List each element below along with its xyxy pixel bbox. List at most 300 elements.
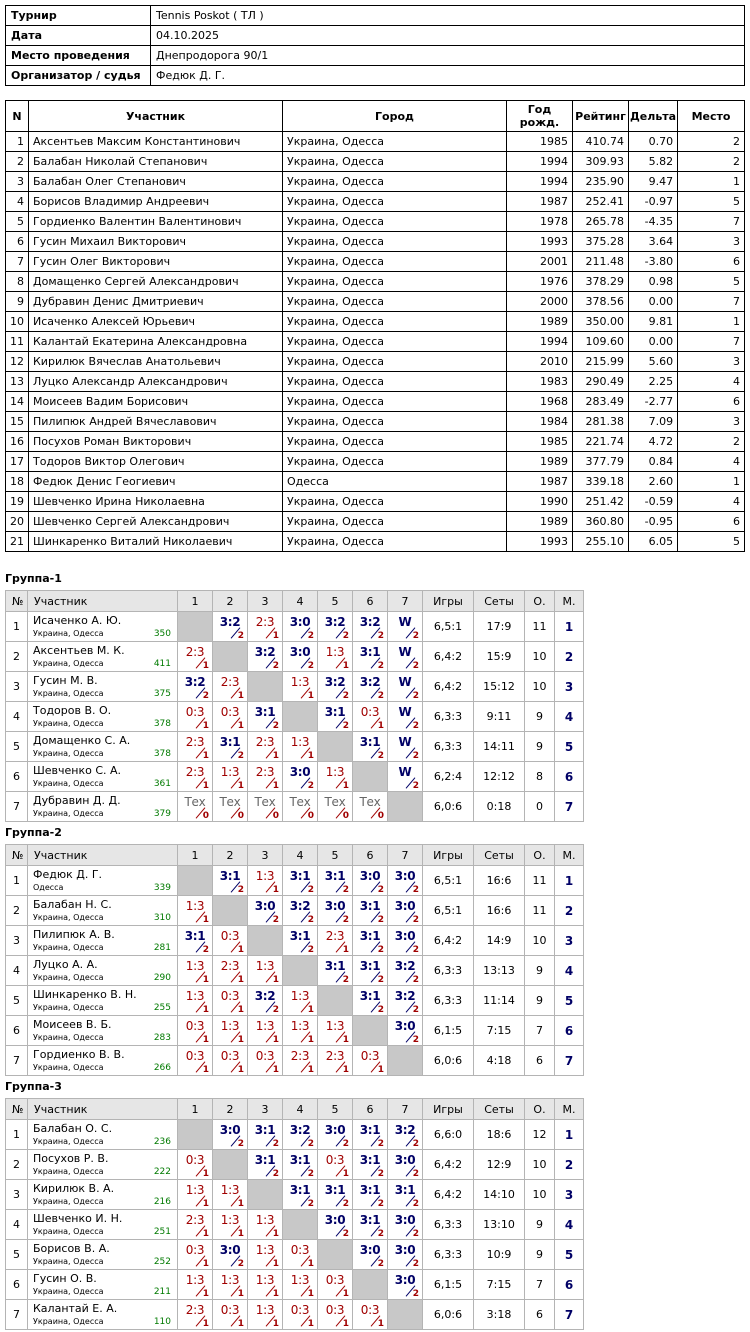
- match-score: 0:3: [290, 1303, 310, 1317]
- group-player-row: [6, 1046, 584, 1076]
- match-score: 1:3: [255, 1213, 275, 1227]
- group-player-city: Украина, Одесса: [33, 1167, 104, 1176]
- group-player-cell: [28, 1120, 178, 1150]
- group-header-cell: 4: [283, 845, 318, 866]
- match-result-cell: [318, 1300, 353, 1330]
- group-points: 7: [525, 1270, 555, 1300]
- participant-delta: 9.47: [629, 172, 678, 192]
- match-points: 2: [377, 1199, 384, 1209]
- self-cell: [213, 1150, 248, 1180]
- match-score: 3:1: [324, 959, 346, 973]
- match-points: 2: [272, 1169, 279, 1179]
- match-result-cell: [283, 612, 318, 642]
- group-player-rating: 283: [153, 1033, 171, 1043]
- group-player-row: [6, 672, 584, 702]
- match-score: 1:3: [255, 1273, 275, 1287]
- participant-row: [6, 452, 745, 472]
- match-result-cell: [178, 1210, 213, 1240]
- participant-row: [6, 512, 745, 532]
- group-sets: 18:6: [474, 1120, 525, 1150]
- group-header-cell: 1: [178, 591, 213, 612]
- match-score: 0:3: [360, 1303, 380, 1317]
- match-result-cell: [318, 672, 353, 702]
- group-sets: 15:9: [474, 642, 525, 672]
- match-points: 2: [342, 631, 349, 641]
- group-player-row: [6, 792, 584, 822]
- participant-place: 3: [678, 352, 745, 372]
- group-player-row: [6, 1210, 584, 1240]
- participant-city: Украина, Одесса: [283, 272, 507, 292]
- group-player-number: 5: [6, 986, 28, 1016]
- group-player-name: Шинкаренко В. Н.: [33, 988, 137, 1001]
- group-points: 6: [525, 1046, 555, 1076]
- participant-place: 4: [678, 372, 745, 392]
- match-points: 2: [412, 1229, 419, 1239]
- match-score: 0:3: [255, 1049, 275, 1063]
- participant-city: Украина, Одесса: [283, 132, 507, 152]
- group-player-city: Украина, Одесса: [33, 1063, 104, 1072]
- match-points: 2: [412, 1139, 419, 1149]
- group-place: 7: [555, 792, 584, 822]
- participant-city: Украина, Одесса: [283, 372, 507, 392]
- match-points: 2: [412, 781, 419, 791]
- match-result-cell: [283, 792, 318, 822]
- group-points: 11: [525, 866, 555, 896]
- participant-delta: 3.64: [629, 232, 678, 252]
- group-sets: 7:15: [474, 1016, 525, 1046]
- participant-rating: 377.79: [573, 452, 629, 472]
- header-delta: Дельта: [629, 101, 678, 132]
- group-player-city: Одесса: [33, 883, 64, 892]
- match-result-cell: [318, 926, 353, 956]
- self-cell: [178, 612, 213, 642]
- group-games: 6,5:1: [423, 866, 474, 896]
- participant-city: Украина, Одесса: [283, 332, 507, 352]
- match-result-cell: [213, 1210, 248, 1240]
- group-player-city: Украина, Одесса: [33, 719, 104, 728]
- self-cell: [178, 1120, 213, 1150]
- match-score: 0:3: [220, 989, 240, 1003]
- participant-city: Украина, Одесса: [283, 212, 507, 232]
- participant-delta: 5.82: [629, 152, 678, 172]
- match-result-cell: [283, 926, 318, 956]
- group-player-cell: [28, 986, 178, 1016]
- group-player-city: Украина, Одесса: [33, 1003, 104, 1012]
- participant-birth-year: 2001: [507, 252, 573, 272]
- match-result-cell: [353, 612, 388, 642]
- match-result-cell: [318, 866, 353, 896]
- participant-birth-year: 1987: [507, 472, 573, 492]
- group-player-rating: 252: [153, 1257, 171, 1267]
- match-score: 3:1: [289, 1183, 311, 1197]
- match-score: 3:0: [289, 615, 311, 629]
- match-result-cell: [353, 986, 388, 1016]
- group-header-cell: 5: [318, 845, 353, 866]
- match-score: 0:3: [290, 1243, 310, 1257]
- group-player-name: Шевченко И. Н.: [33, 1212, 123, 1225]
- match-score: W: [398, 615, 412, 629]
- match-points: 2: [412, 1199, 419, 1209]
- group-player-rating: 211: [153, 1287, 171, 1297]
- participant-number: 8: [6, 272, 29, 292]
- participant-number: 20: [6, 512, 29, 532]
- match-score: Тех: [359, 795, 381, 809]
- participant-rating: 283.49: [573, 392, 629, 412]
- participant-city: Украина, Одесса: [283, 252, 507, 272]
- self-cell: [248, 1180, 283, 1210]
- group-place: 1: [555, 1120, 584, 1150]
- group-table: [5, 590, 584, 822]
- match-score: 3:0: [324, 899, 346, 913]
- participant-place: 7: [678, 292, 745, 312]
- match-result-cell: [248, 792, 283, 822]
- group-points: 9: [525, 1240, 555, 1270]
- participant-birth-year: 1968: [507, 392, 573, 412]
- match-result-cell: [318, 1180, 353, 1210]
- group-player-city: Украина, Одесса: [33, 1197, 104, 1206]
- match-score: 3:2: [324, 615, 346, 629]
- match-points: 2: [237, 1259, 244, 1269]
- match-score: 1:3: [220, 1213, 240, 1227]
- group-player-name: Балабан Н. С.: [33, 898, 112, 911]
- participant-delta: -0.59: [629, 492, 678, 512]
- group-sets: 9:11: [474, 702, 525, 732]
- match-score: 1:3: [185, 1183, 205, 1197]
- match-points: 2: [272, 661, 279, 671]
- participant-name: Дубравин Денис Дмитриевич: [29, 292, 283, 312]
- group-sets: 7:15: [474, 1270, 525, 1300]
- participant-delta: -0.95: [629, 512, 678, 532]
- group-place: 7: [555, 1046, 584, 1076]
- group-player-number: 2: [6, 896, 28, 926]
- match-score: 3:2: [254, 989, 276, 1003]
- group-player-name: Борисов В. А.: [33, 1242, 110, 1255]
- match-points: 2: [237, 1139, 244, 1149]
- group-games: 6,3:3: [423, 1240, 474, 1270]
- match-result-cell: [318, 642, 353, 672]
- match-points: 1: [202, 721, 209, 731]
- participant-birth-year: 1994: [507, 172, 573, 192]
- group-points: 11: [525, 612, 555, 642]
- match-score: 1:3: [255, 1243, 275, 1257]
- match-result-cell: [178, 702, 213, 732]
- match-score: 1:3: [185, 959, 205, 973]
- match-points: 1: [272, 751, 279, 761]
- match-result-cell: [178, 672, 213, 702]
- self-cell: [248, 926, 283, 956]
- participant-name: Балабан Олег Степанович: [29, 172, 283, 192]
- match-points: 1: [307, 1005, 314, 1015]
- match-score: 3:0: [324, 1213, 346, 1227]
- match-result-cell: [283, 672, 318, 702]
- info-row: [6, 66, 745, 86]
- group-header-cell: М.: [555, 1099, 584, 1120]
- match-result-cell: [213, 1300, 248, 1330]
- group-points: 9: [525, 732, 555, 762]
- match-points: 2: [272, 1139, 279, 1149]
- group-player-row: [6, 732, 584, 762]
- match-result-cell: [318, 612, 353, 642]
- match-result-cell: [213, 612, 248, 642]
- match-points: 1: [272, 1229, 279, 1239]
- group-games: 6,4:2: [423, 672, 474, 702]
- match-points: 2: [307, 631, 314, 641]
- match-points: 1: [202, 751, 209, 761]
- match-score: 3:1: [324, 1183, 346, 1197]
- participant-rating: 290.49: [573, 372, 629, 392]
- participant-place: 1: [678, 312, 745, 332]
- participant-place: 7: [678, 332, 745, 352]
- participant-delta: 2.60: [629, 472, 678, 492]
- group-header-cell: 1: [178, 1099, 213, 1120]
- group-games: 6,5:1: [423, 612, 474, 642]
- match-score: 2:3: [325, 929, 345, 943]
- group-player-cell: [28, 956, 178, 986]
- match-result-cell: [318, 1046, 353, 1076]
- group-player-cell: [28, 1016, 178, 1046]
- participant-rating: 339.18: [573, 472, 629, 492]
- group-player-row: [6, 866, 584, 896]
- match-points: 2: [307, 781, 314, 791]
- match-points: 1: [237, 1005, 244, 1015]
- group-games: 6,3:3: [423, 1210, 474, 1240]
- match-score: 1:3: [325, 765, 345, 779]
- group-player-row: [6, 956, 584, 986]
- match-points: 2: [307, 885, 314, 895]
- participant-row: [6, 392, 745, 412]
- group-player-name: Гусин М. В.: [33, 674, 98, 687]
- participant-city: Украина, Одесса: [283, 432, 507, 452]
- participant-name: Шевченко Ирина Николаевна: [29, 492, 283, 512]
- match-points: 2: [412, 661, 419, 671]
- group-points: 11: [525, 896, 555, 926]
- match-points: 1: [272, 1035, 279, 1045]
- match-points: 2: [377, 945, 384, 955]
- group-games: 6,0:6: [423, 1300, 474, 1330]
- self-cell: [283, 956, 318, 986]
- match-score: 3:1: [254, 705, 276, 719]
- match-score: 3:1: [184, 929, 206, 943]
- match-score: 3:1: [359, 899, 381, 913]
- match-score: 3:0: [394, 1273, 416, 1287]
- group-player-row: [6, 1300, 584, 1330]
- participant-place: 5: [678, 272, 745, 292]
- group-header-cell: Участник: [28, 1099, 178, 1120]
- participant-rating: 215.99: [573, 352, 629, 372]
- match-result-cell: [283, 762, 318, 792]
- match-score: 0:3: [185, 1243, 205, 1257]
- participant-name: Тодоров Виктор Олегович: [29, 452, 283, 472]
- match-result-cell: [248, 896, 283, 926]
- group-sets: 14:11: [474, 732, 525, 762]
- group-header-cell: Сеты: [474, 845, 525, 866]
- group-player-cell: [28, 1046, 178, 1076]
- match-score: 1:3: [185, 989, 205, 1003]
- match-score: 3:1: [359, 735, 381, 749]
- participant-delta: -4.35: [629, 212, 678, 232]
- group-sets: 12:12: [474, 762, 525, 792]
- participant-place: 3: [678, 232, 745, 252]
- participant-row: [6, 412, 745, 432]
- participant-delta: 9.81: [629, 312, 678, 332]
- group-player-rating: 378: [153, 749, 171, 759]
- group-points: 10: [525, 926, 555, 956]
- match-score: 3:1: [359, 1123, 381, 1137]
- participant-number: 21: [6, 532, 29, 552]
- match-points: 1: [202, 1319, 209, 1329]
- participant-row: [6, 492, 745, 512]
- match-result-cell: [353, 1210, 388, 1240]
- group-header-cell: О.: [525, 591, 555, 612]
- match-result-cell: [248, 1210, 283, 1240]
- group-place: 5: [555, 986, 584, 1016]
- match-result-cell: [318, 792, 353, 822]
- group-games: 6,0:6: [423, 1046, 474, 1076]
- match-result-cell: [213, 866, 248, 896]
- participant-number: 19: [6, 492, 29, 512]
- match-result-cell: [388, 896, 423, 926]
- match-points: 2: [412, 751, 419, 761]
- match-points: 0: [377, 811, 384, 821]
- group-player-row: [6, 612, 584, 642]
- match-score: 3:0: [359, 869, 381, 883]
- group-player-name: Посухов Р. В.: [33, 1152, 109, 1165]
- self-cell: [213, 642, 248, 672]
- match-result-cell: [353, 1046, 388, 1076]
- group-player-cell: [28, 762, 178, 792]
- group-header-cell: О.: [525, 1099, 555, 1120]
- group-place: 2: [555, 642, 584, 672]
- group-place: 2: [555, 896, 584, 926]
- group-games: 6,0:6: [423, 792, 474, 822]
- group-sets: 14:9: [474, 926, 525, 956]
- info-value: Днепродорога 90/1: [151, 46, 745, 66]
- participants-header-row: [6, 101, 745, 132]
- group-place: 3: [555, 672, 584, 702]
- match-score: 2:3: [255, 765, 275, 779]
- group-player-cell: [28, 866, 178, 896]
- group-player-number: 4: [6, 702, 28, 732]
- match-result-cell: [248, 1016, 283, 1046]
- group-points: 9: [525, 1210, 555, 1240]
- match-score: 1:3: [290, 675, 310, 689]
- match-result-cell: [388, 1270, 423, 1300]
- match-points: 2: [342, 1229, 349, 1239]
- match-result-cell: [178, 956, 213, 986]
- match-result-cell: [388, 956, 423, 986]
- group-points: 12: [525, 1120, 555, 1150]
- group-player-name: Шевченко С. А.: [33, 764, 122, 777]
- group-header-cell: Участник: [28, 591, 178, 612]
- match-score: 3:2: [289, 899, 311, 913]
- participant-rating: 309.93: [573, 152, 629, 172]
- participant-rating: 255.10: [573, 532, 629, 552]
- group-sets: 14:10: [474, 1180, 525, 1210]
- match-points: 2: [307, 945, 314, 955]
- match-result-cell: [248, 1240, 283, 1270]
- participant-place: 7: [678, 212, 745, 232]
- match-result-cell: [248, 956, 283, 986]
- match-result-cell: [388, 866, 423, 896]
- header-place: Место: [678, 101, 745, 132]
- group-player-name: Дубравин Д. Д.: [33, 794, 121, 807]
- match-points: 1: [307, 1319, 314, 1329]
- match-result-cell: [248, 1120, 283, 1150]
- info-key: Турнир: [6, 6, 151, 26]
- participant-place: 6: [678, 392, 745, 412]
- info-row: [6, 26, 745, 46]
- match-score: 1:3: [290, 735, 310, 749]
- group-player-rating: 110: [153, 1317, 171, 1327]
- group-header-cell: 6: [353, 591, 388, 612]
- group-player-cell: [28, 672, 178, 702]
- participant-row: [6, 532, 745, 552]
- group-player-number: 5: [6, 732, 28, 762]
- participant-birth-year: 1987: [507, 192, 573, 212]
- match-result-cell: [318, 956, 353, 986]
- group-player-cell: [28, 926, 178, 956]
- participant-rating: 265.78: [573, 212, 629, 232]
- match-points: 1: [377, 1065, 384, 1075]
- match-points: 2: [342, 1199, 349, 1209]
- match-result-cell: [283, 1046, 318, 1076]
- header-city: Город: [283, 101, 507, 132]
- match-points: 2: [307, 661, 314, 671]
- match-result-cell: [388, 1016, 423, 1046]
- group-player-row: [6, 1150, 584, 1180]
- group-header-cell: Сеты: [474, 1099, 525, 1120]
- participant-row: [6, 472, 745, 492]
- participant-rating: 109.60: [573, 332, 629, 352]
- group-player-name: Исаченко А. Ю.: [33, 614, 122, 627]
- participant-delta: -2.77: [629, 392, 678, 412]
- match-result-cell: [283, 642, 318, 672]
- group-header-cell: М.: [555, 845, 584, 866]
- participant-row: [6, 212, 745, 232]
- match-score: 3:1: [219, 869, 241, 883]
- group-title: Группа-3: [5, 1080, 62, 1093]
- participant-rating: 235.90: [573, 172, 629, 192]
- match-points: 2: [237, 885, 244, 895]
- group-header-cell: 4: [283, 591, 318, 612]
- match-result-cell: [388, 1120, 423, 1150]
- group-player-city: Украина, Одесса: [33, 689, 104, 698]
- group-player-rating: 339: [153, 883, 171, 893]
- match-score: 3:2: [289, 1123, 311, 1137]
- group-player-cell: [28, 1270, 178, 1300]
- participant-number: 6: [6, 232, 29, 252]
- match-points: 2: [202, 945, 209, 955]
- match-result-cell: [178, 642, 213, 672]
- match-score: 3:1: [359, 645, 381, 659]
- match-points: 2: [377, 661, 384, 671]
- group-player-row: [6, 702, 584, 732]
- group-place: 2: [555, 1150, 584, 1180]
- match-points: 1: [202, 1065, 209, 1075]
- group-header-row: [6, 845, 584, 866]
- match-score: 3:1: [289, 929, 311, 943]
- group-games: 6,1:5: [423, 1270, 474, 1300]
- participant-number: 9: [6, 292, 29, 312]
- group-player-cell: [28, 732, 178, 762]
- match-points: 1: [342, 945, 349, 955]
- group-header-cell: №: [6, 845, 28, 866]
- participant-place: 1: [678, 472, 745, 492]
- participant-row: [6, 192, 745, 212]
- match-score: W: [398, 705, 412, 719]
- match-result-cell: [178, 1046, 213, 1076]
- participant-name: Федюк Денис Геогиевич: [29, 472, 283, 492]
